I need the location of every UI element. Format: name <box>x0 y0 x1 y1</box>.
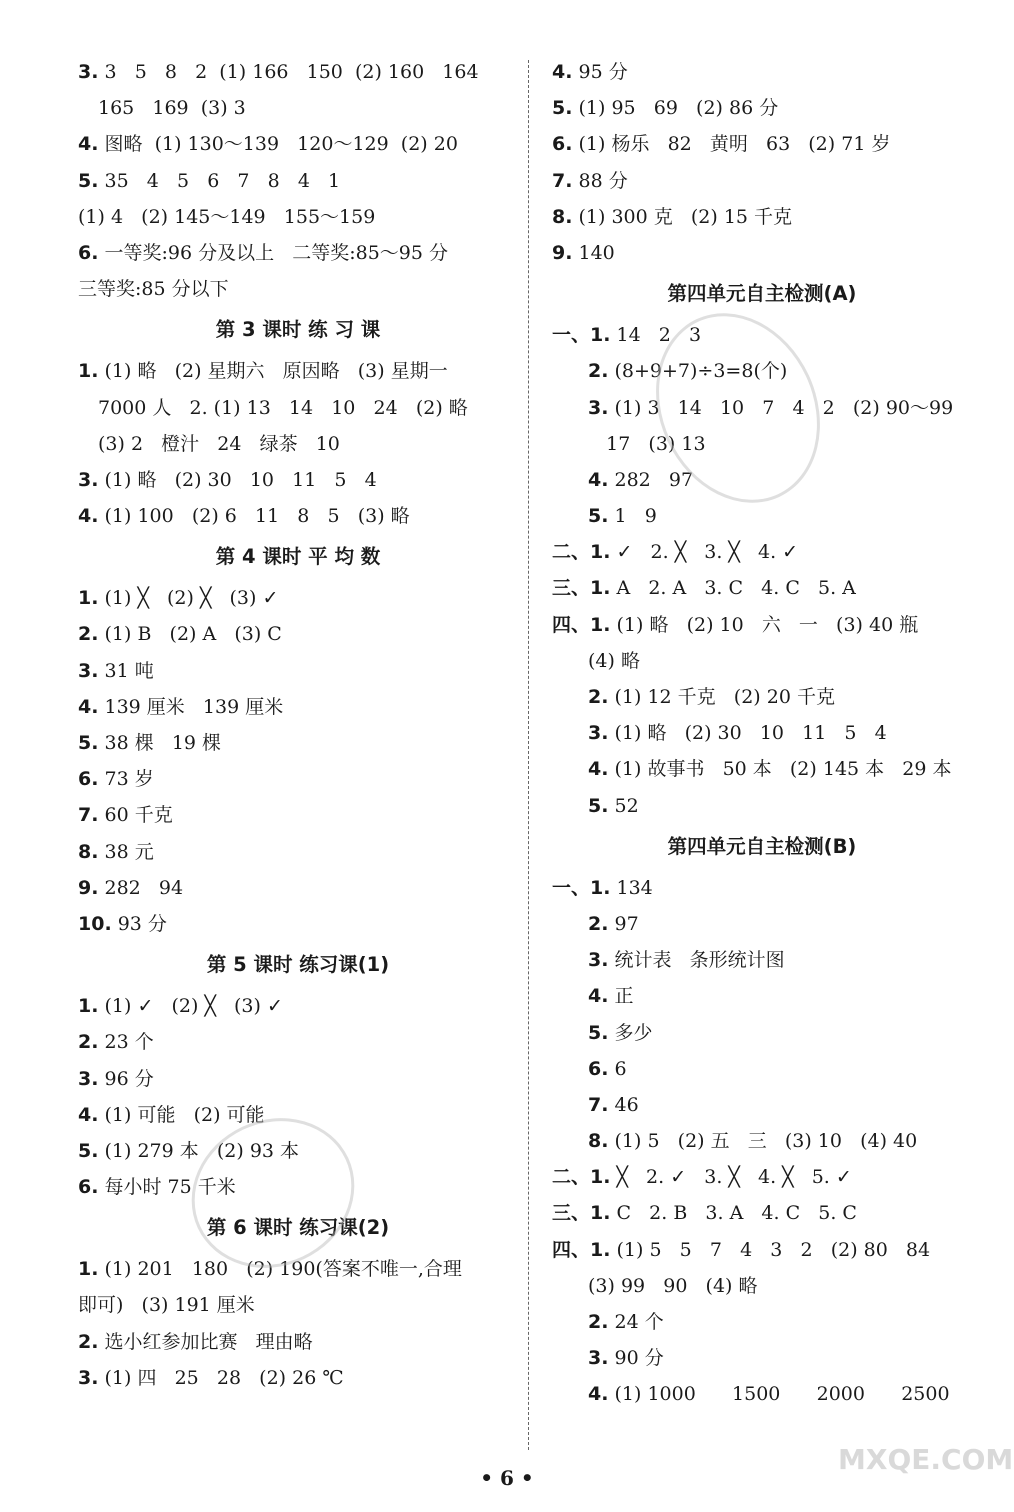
answer-line <box>552 607 972 643</box>
answer-line <box>552 942 972 978</box>
answer-line <box>552 1340 972 1376</box>
question-number: 一、1. <box>552 324 611 347</box>
section-heading: 第 3 课时 练 习 课 <box>215 318 381 342</box>
answer-text: 一等奖:96 分及以上 二等奖:85～95 分 <box>98 241 449 264</box>
question-number: 5. <box>588 1021 609 1044</box>
answer-text: ✓ 2. ╳ 3. ╳ 4. ✓ <box>610 541 799 564</box>
question-number: 4. <box>552 61 573 83</box>
section-heading: 第四单元自主检测(B) <box>667 834 857 858</box>
answer-line <box>78 725 518 761</box>
answer-line <box>78 199 518 235</box>
answer-line <box>552 1051 972 1087</box>
answer-line <box>552 1232 972 1268</box>
question-number: 二、1. <box>552 1166 611 1189</box>
answer-line <box>78 761 518 797</box>
answer-line <box>552 1376 972 1412</box>
answer-text: A 2. A 3. C 4. C 5. A <box>610 577 856 600</box>
answer-line <box>78 1024 518 1060</box>
answer-line <box>78 1061 518 1097</box>
answer-text: (1) 12 千克 (2) 20 千克 <box>608 686 835 708</box>
answer-text: 282 97 <box>608 468 694 491</box>
answer-text: 38 元 <box>98 840 154 863</box>
question-number: 4. <box>588 468 609 491</box>
section-heading: 第 4 课时 平 均 数 <box>215 545 381 569</box>
question-number: 2. <box>588 686 609 708</box>
answer-text: 96 分 <box>98 1067 154 1090</box>
answer-line <box>552 498 972 534</box>
question-number: 9. <box>78 876 99 899</box>
answer-line <box>552 679 972 715</box>
question-number: 5. <box>588 794 609 817</box>
answer-text: 46 <box>608 1093 639 1116</box>
question-number: 5. <box>552 97 573 120</box>
section-heading: 第 6 课时 练习课(2) <box>206 1216 390 1240</box>
answer-text: 88 分 <box>572 169 628 192</box>
question-number: 9. <box>552 241 573 264</box>
answer-line <box>552 751 972 787</box>
answer-line <box>552 1015 972 1051</box>
answer-line <box>552 1268 972 1304</box>
question-number: 3. <box>588 722 609 745</box>
answer-text: 90 分 <box>608 1347 664 1370</box>
question-number: 3. <box>78 1067 99 1090</box>
question-number: 四、1. <box>552 1238 611 1261</box>
answer-text: (1) 201 180 (2) 190(答案不唯一,合理 <box>98 1258 462 1281</box>
column-divider <box>528 60 529 1450</box>
question-number: 2. <box>78 1330 99 1353</box>
answer-text: (1) 略 (2) 10 六 一 (3) 40 瓶 <box>610 613 919 636</box>
answer-text: 93 分 <box>111 912 167 935</box>
answer-line <box>552 978 972 1014</box>
answer-line <box>552 199 972 235</box>
question-number: 4. <box>78 695 99 718</box>
answer-text: (1) 4 (2) 145～149 155～159 <box>78 205 376 228</box>
question-number: 5. <box>78 169 99 192</box>
question-number: 三、1. <box>552 577 611 600</box>
answer-text: (3) 2 橙汁 24 绿茶 10 <box>98 432 340 455</box>
answer-text: 17 (3) 13 <box>588 432 706 455</box>
answer-text: 38 棵 19 棵 <box>98 732 222 754</box>
answer-text: (1) 略 (2) 30 10 11 5 4 <box>98 468 377 491</box>
answer-line <box>552 570 972 606</box>
answer-text: (1) 四 25 28 (2) 26 ℃ <box>98 1366 344 1389</box>
answer-line <box>78 498 518 534</box>
answer-line <box>78 271 518 307</box>
answer-text: 139 厘米 139 厘米 <box>98 695 284 718</box>
answer-text: (1) 5 5 7 4 3 2 (2) 80 84 <box>610 1238 931 1261</box>
answer-text: (1) 300 克 (2) 15 千克 <box>572 205 793 228</box>
answer-text: 3 5 8 2 (1) 166 150 (2) 160 164 <box>98 61 479 83</box>
answer-line <box>78 126 518 162</box>
answer-text: 统计表 条形统计图 <box>608 949 785 972</box>
answer-text: ╳ 2. ✓ 3. ╳ 4. ╳ 5. ✓ <box>610 1166 852 1189</box>
answer-line <box>78 797 518 833</box>
question-number: 4. <box>78 1103 99 1126</box>
question-number: 3. <box>588 949 609 972</box>
answer-line <box>78 870 518 906</box>
answer-line <box>78 1287 518 1323</box>
answer-text: 95 分 <box>572 61 628 83</box>
answer-text: 正 <box>608 985 634 1008</box>
answer-text: (3) 99 90 (4) 略 <box>588 1274 758 1297</box>
answer-line <box>552 163 972 199</box>
question-number: 1. <box>78 995 99 1018</box>
question-number: 6. <box>78 1176 99 1199</box>
question-number: 5. <box>78 732 99 754</box>
answer-text: 14 2 3 <box>610 324 702 347</box>
answer-line <box>78 462 518 498</box>
answer-line <box>78 1360 518 1396</box>
answer-text: 140 <box>572 241 615 264</box>
question-number: 5. <box>78 1139 99 1162</box>
question-number: 3. <box>588 396 609 419</box>
answer-text: 23 个 <box>98 1031 154 1054</box>
question-number: 3. <box>78 468 99 491</box>
page-number: • 6 • <box>480 1466 534 1490</box>
question-number: 1. <box>78 360 99 383</box>
answer-text: (1) 3 14 10 7 4 2 (2) 90～99 <box>608 396 954 419</box>
answer-text: 31 吨 <box>98 659 154 682</box>
question-number: 2. <box>588 360 609 383</box>
answer-line <box>78 1324 518 1360</box>
answer-line <box>78 616 518 652</box>
question-number: 三、1. <box>552 1202 611 1225</box>
answer-line <box>78 90 518 126</box>
question-number: 6. <box>552 133 573 156</box>
question-number: 5. <box>588 505 609 528</box>
answer-line <box>78 390 518 426</box>
answer-line <box>552 126 972 162</box>
answer-text: 每小时 75 千米 <box>98 1176 236 1199</box>
answer-text: (1) 杨乐 82 黄明 63 (2) 71 岁 <box>572 133 891 156</box>
answer-line <box>78 235 518 271</box>
right-column <box>552 54 972 1413</box>
answer-text: 图略 (1) 130～139 120～129 (2) 20 <box>98 133 458 156</box>
question-number: 6. <box>78 768 99 791</box>
answer-text: (1) 略 (2) 星期六 原因略 (3) 星期一 <box>98 360 448 383</box>
answer-text: 选小红参加比赛 理由略 <box>98 1330 313 1353</box>
answer-text: (1) 100 (2) 6 11 8 5 (3) 略 <box>98 505 410 528</box>
answer-text: (1) ✓ (2) ╳ (3) ✓ <box>98 995 283 1018</box>
answer-line <box>552 715 972 751</box>
answer-text: 6 <box>608 1057 627 1080</box>
answer-line <box>552 1195 972 1231</box>
answer-text: 三等奖:85 分以下 <box>78 278 229 301</box>
question-number: 3. <box>78 1366 99 1389</box>
question-number: 2. <box>588 1311 609 1333</box>
answer-line <box>78 426 518 462</box>
question-number: 二、1. <box>552 541 611 564</box>
question-number: 四、1. <box>552 613 611 636</box>
section-heading: 第四单元自主检测(A) <box>667 282 857 306</box>
question-number: 1. <box>78 1258 99 1281</box>
answer-text: 134 <box>610 876 653 899</box>
question-number: 8. <box>552 205 573 228</box>
answer-text: 7000 人 2. (1) 13 14 10 24 (2) 略 <box>98 396 468 419</box>
question-number: 3. <box>588 1347 609 1370</box>
answer-text: 60 千克 <box>98 804 173 827</box>
question-number: 4. <box>78 505 99 528</box>
question-number: 3. <box>78 659 99 682</box>
answer-text: (1) 279 本 (2) 93 本 <box>98 1139 300 1162</box>
question-number: 4. <box>588 985 609 1008</box>
question-number: 2. <box>588 912 609 935</box>
answer-line <box>552 788 972 824</box>
question-number: 1. <box>78 587 99 610</box>
answer-line <box>552 54 972 90</box>
answer-text: 52 <box>608 794 639 817</box>
question-number: 6. <box>78 241 99 264</box>
question-number: 7. <box>78 804 99 827</box>
answer-text: 97 <box>608 912 639 935</box>
answer-line <box>78 689 518 725</box>
answer-text: (1) 95 69 (2) 86 分 <box>572 97 779 120</box>
answer-line <box>78 653 518 689</box>
answer-text: 165 169 (3) 3 <box>98 97 246 120</box>
answer-text: 35 4 5 6 7 8 4 1 <box>98 169 341 192</box>
answer-line <box>552 1123 972 1159</box>
question-number: 4. <box>588 758 609 781</box>
answer-line <box>552 1159 972 1195</box>
answer-line <box>552 235 972 271</box>
answer-line <box>552 1304 972 1340</box>
question-number: 一、1. <box>552 876 611 899</box>
answer-text: (8+9+7)÷3=8(个) <box>608 360 788 383</box>
answer-line <box>78 906 518 942</box>
answer-line <box>78 580 518 616</box>
answer-line <box>552 643 972 679</box>
question-number: 8. <box>588 1130 609 1153</box>
answer-text: 多少 <box>608 1021 653 1044</box>
question-number: 10. <box>78 912 112 935</box>
answer-line <box>552 90 972 126</box>
answer-text: 24 个 <box>608 1311 664 1333</box>
question-number: 7. <box>552 169 573 192</box>
answer-text: (4) 略 <box>588 649 640 672</box>
answer-line <box>78 988 518 1024</box>
answer-line <box>78 353 518 389</box>
question-number: 8. <box>78 840 99 863</box>
question-number: 4. <box>588 1383 609 1406</box>
question-number: 4. <box>78 133 99 156</box>
answer-text: (1) 可能 (2) 可能 <box>98 1103 265 1126</box>
question-number: 7. <box>588 1093 609 1116</box>
question-number: 2. <box>78 1031 99 1054</box>
answer-text: 1 9 <box>608 505 657 528</box>
answer-line <box>552 1087 972 1123</box>
answer-text: 即可) (3) 191 厘米 <box>78 1294 255 1317</box>
answer-text: C 2. B 3. A 4. C 5. C <box>610 1202 857 1225</box>
question-number: 2. <box>78 623 99 646</box>
site-logo: MXQE.COM <box>838 1443 1014 1476</box>
answer-text: (1) 5 (2) 五 三 (3) 10 (4) 40 <box>608 1130 918 1153</box>
answer-line <box>78 54 518 90</box>
answer-text: (1) B (2) A (3) C <box>98 623 282 646</box>
question-number: 3. <box>78 61 99 83</box>
answer-text: 73 岁 <box>98 768 154 791</box>
answer-line <box>552 906 972 942</box>
answer-line <box>552 534 972 570</box>
answer-text: (1) 故事书 50 本 (2) 145 本 29 本 <box>608 758 952 781</box>
answer-text: (1) 略 (2) 30 10 11 5 4 <box>608 722 887 745</box>
answer-line <box>78 834 518 870</box>
question-number: 6. <box>588 1057 609 1080</box>
answer-text: 282 94 <box>98 876 184 899</box>
answer-line <box>78 163 518 199</box>
answer-line <box>552 870 972 906</box>
answer-text: (1) 1000 1500 2000 2500 <box>608 1383 950 1406</box>
answer-text: (1) ╳ (2) ╳ (3) ✓ <box>98 587 279 610</box>
section-heading: 第 5 课时 练习课(1) <box>206 953 390 977</box>
